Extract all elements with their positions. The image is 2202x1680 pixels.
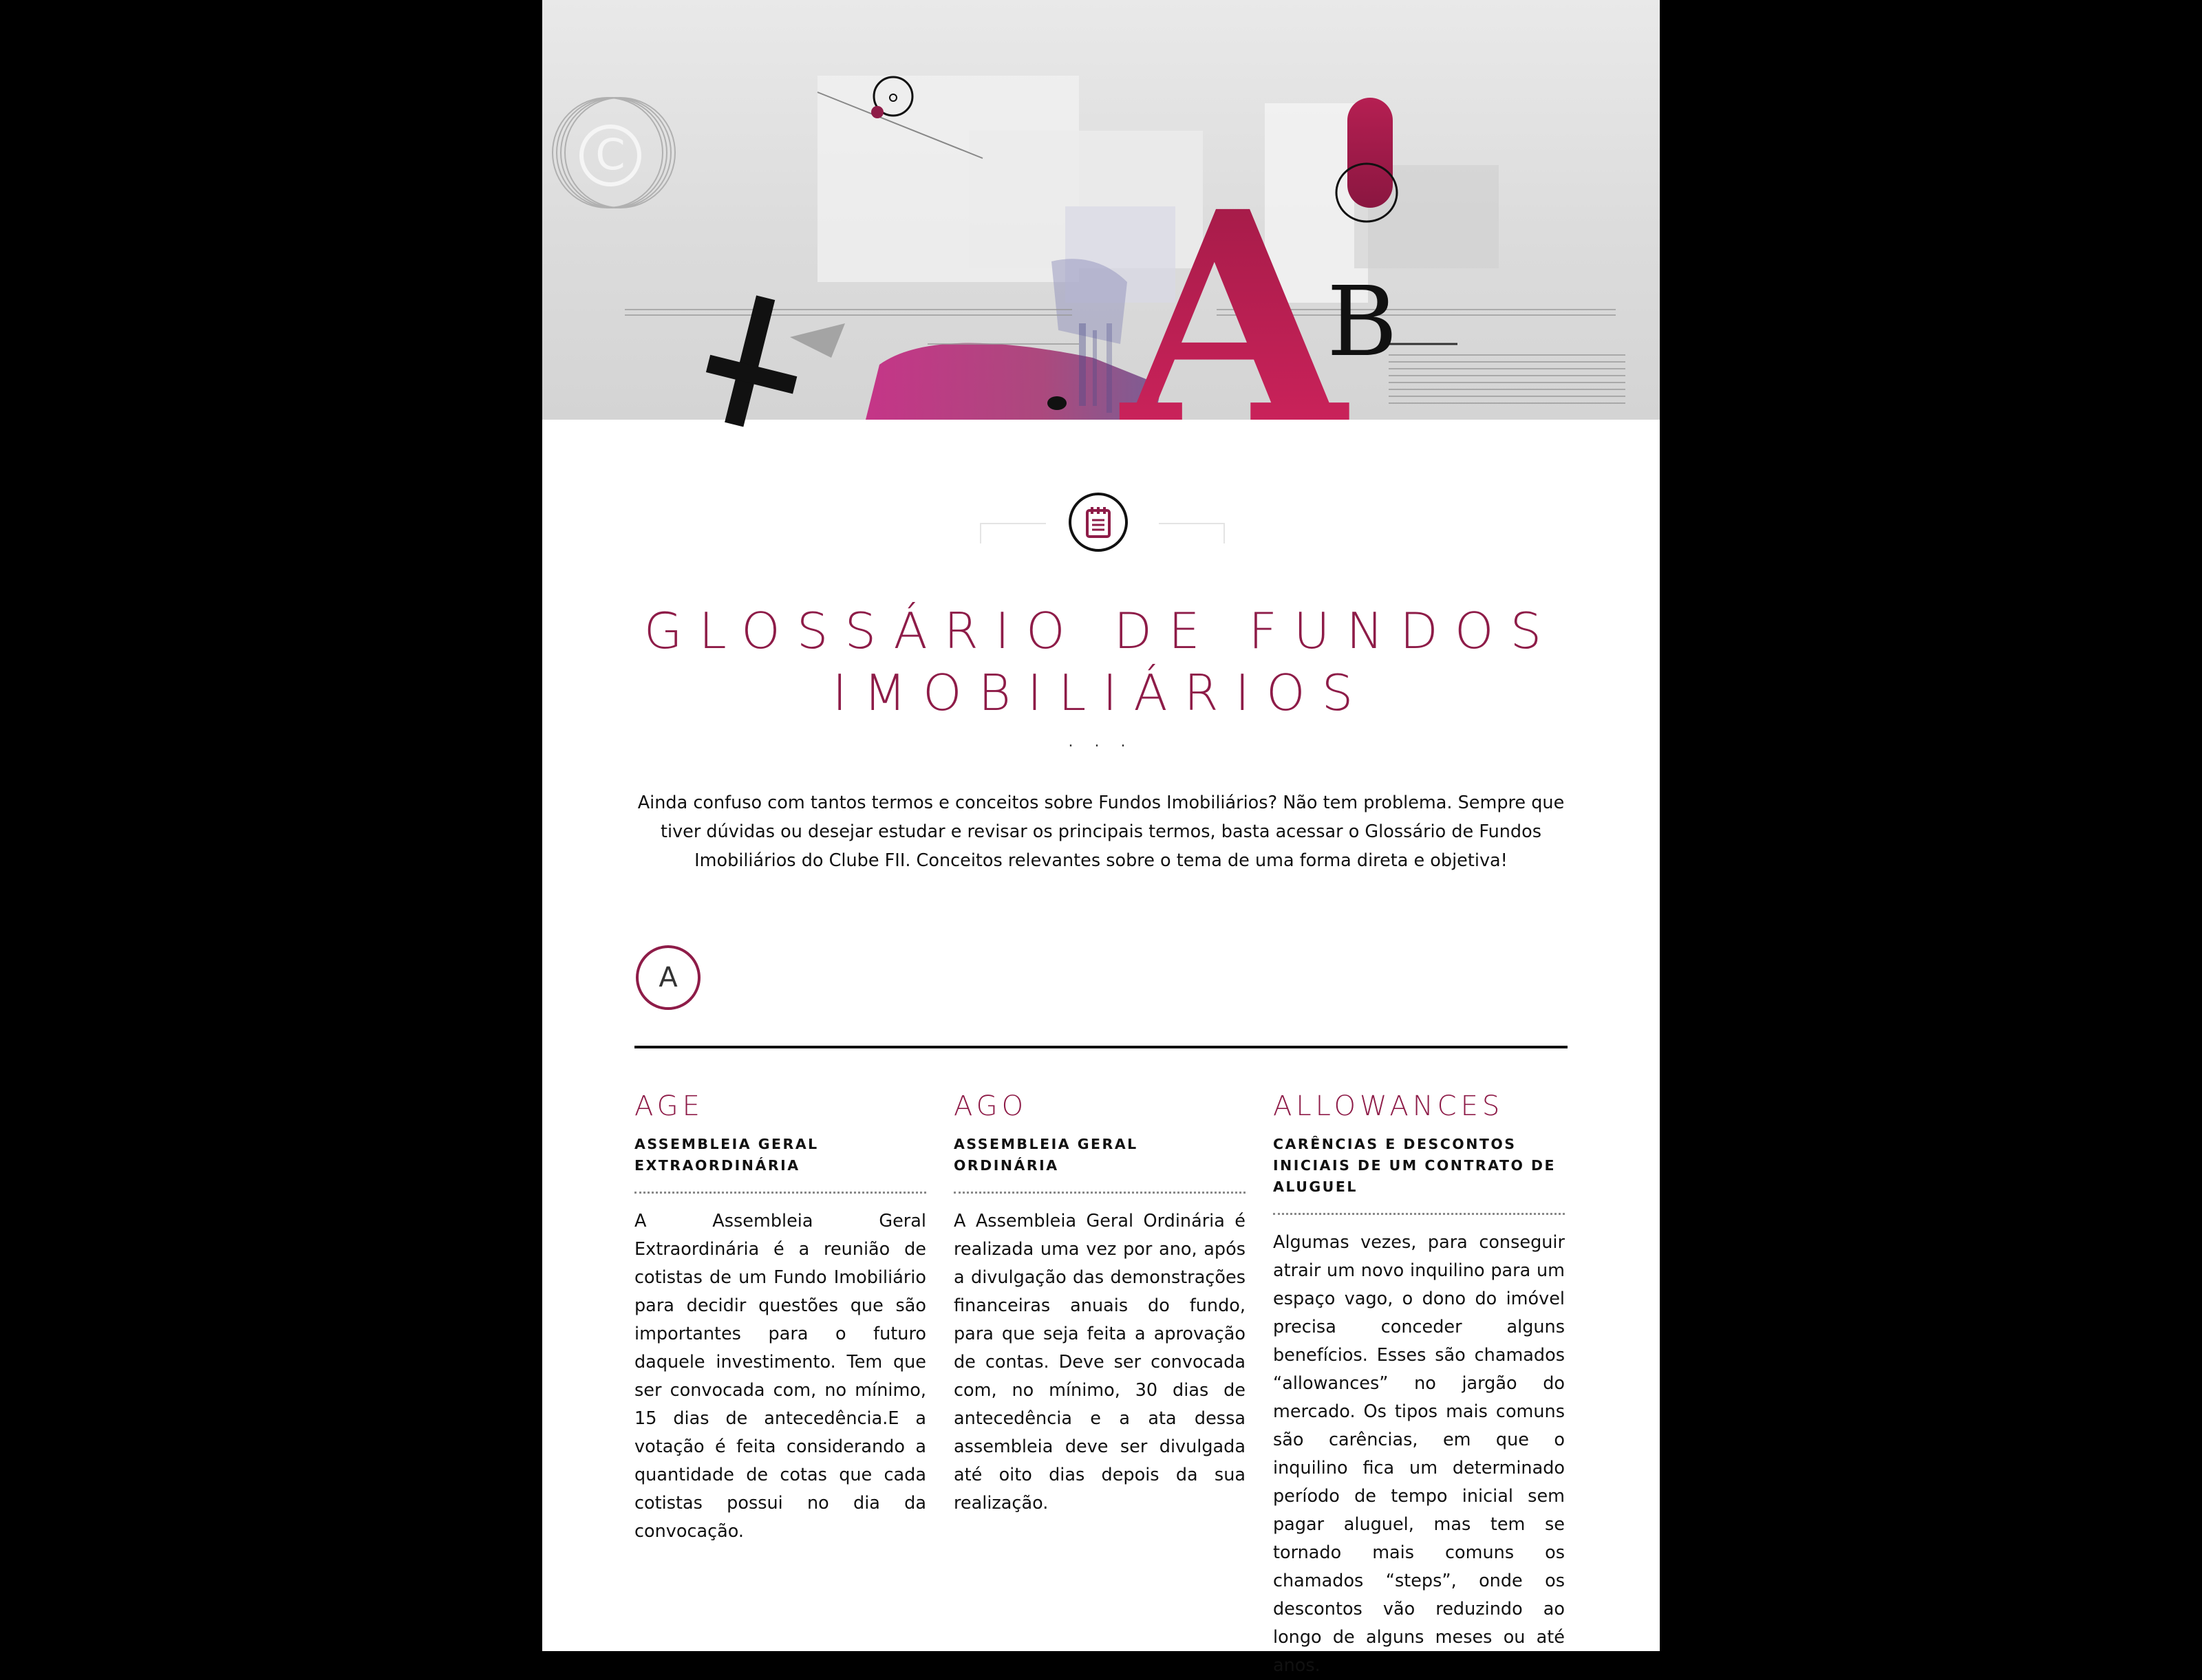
entry-body: A Assembleia Geral Ordinária é realizada uma vez por ano, após a divulgação das demonstrações financeiras anuais do fundo, para que seja feita a aprovação de contas. Deve ser convocada com, no mínimo, 30 dias de antecedência e a ata dessa assembleia deve ser divulgada até oito dias depois da sua realização. <box>954 1211 1246 1514</box>
entry-body: Algumas vezes, para conseguir atrair um novo inquilino para um espaço vago, o dono do imóvel precisa conceder alguns benefícios. Esses são chamados “allowances” no jargão do mercado. Os tipos mais comuns são carências, em que o inquilino fica um determinado período de tempo inicial sem pagar aluguel, mas tem se tornado mais comuns os chamados “steps”, onde os descontos vão reduzindo ao longo de alguns meses ou até anos. <box>1273 1232 1565 1676</box>
entry-body: A Assembleia Geral Extraordinária é a reunião de cotistas de um Fundo Imobiliário para decidir questões que são importantes para o futuro daquele investimento. Tem que ser convocada com, no mínimo, 15 dias de antecedência.E a votação é feita considerando a quantidade de cotas que cada cotistas possui no dia da convocação. <box>634 1211 926 1542</box>
icon-divider-left-tick <box>980 523 981 543</box>
intro-paragraph: Ainda confuso com tantos termos e conceitos sobre Fundos Imobiliários? Não tem problema. Sempre que tiver dúvidas ou desejar estudar e revisar os principais termos, basta acessar o Glossário de Fundos Imobiliários do Clube FII. Conceitos relevantes sobre o tema de uma forma direta e objetiva! <box>637 793 1565 871</box>
glossary-entry-ago <box>954 1088 1246 1518</box>
page-title-line1: GLOSSÁRIO DE FUNDOS <box>643 602 1559 660</box>
icon-divider-right-tick <box>1223 523 1225 543</box>
glossary-entry-allowances <box>1273 1088 1565 1680</box>
letter-badge: A <box>636 945 701 1010</box>
entry-subtitle: ASSEMBLEIA GERAL ORDINÁRIA <box>954 1136 1138 1174</box>
entry-term: AGE <box>634 1090 704 1122</box>
entry-subtitle: ASSEMBLEIA GERAL EXTRAORDINÁRIA <box>634 1136 819 1174</box>
glossary-page <box>542 0 1660 1676</box>
section-divider <box>634 1046 1568 1048</box>
entry-dotted-rule <box>634 1192 926 1194</box>
section-icon-block <box>542 488 1660 557</box>
notepad-icon <box>1069 493 1128 552</box>
hero-letter-a: A <box>1122 149 1346 488</box>
entry-dotted-rule <box>954 1192 1246 1194</box>
icon-divider-right <box>1159 523 1225 524</box>
entry-term: AGO <box>954 1090 1028 1122</box>
entry-dotted-rule <box>1273 1213 1565 1215</box>
glossary-entry-age <box>634 1088 926 1546</box>
page-title-line2: IMOBILIÁRIOS <box>832 664 1370 722</box>
hero-letter-b: B <box>1327 266 1398 378</box>
hero-illustration <box>542 0 1660 488</box>
hero-letter-c: C <box>595 129 626 180</box>
entry-term: ALLOWANCES <box>1273 1090 1504 1122</box>
entry-subtitle: CARÊNCIAS E DESCONTOS INICIAIS DE UM CONTRATO DE ALUGUEL <box>1273 1136 1557 1195</box>
title-separator: . . . <box>1068 733 1134 751</box>
icon-divider-left <box>980 523 1046 524</box>
